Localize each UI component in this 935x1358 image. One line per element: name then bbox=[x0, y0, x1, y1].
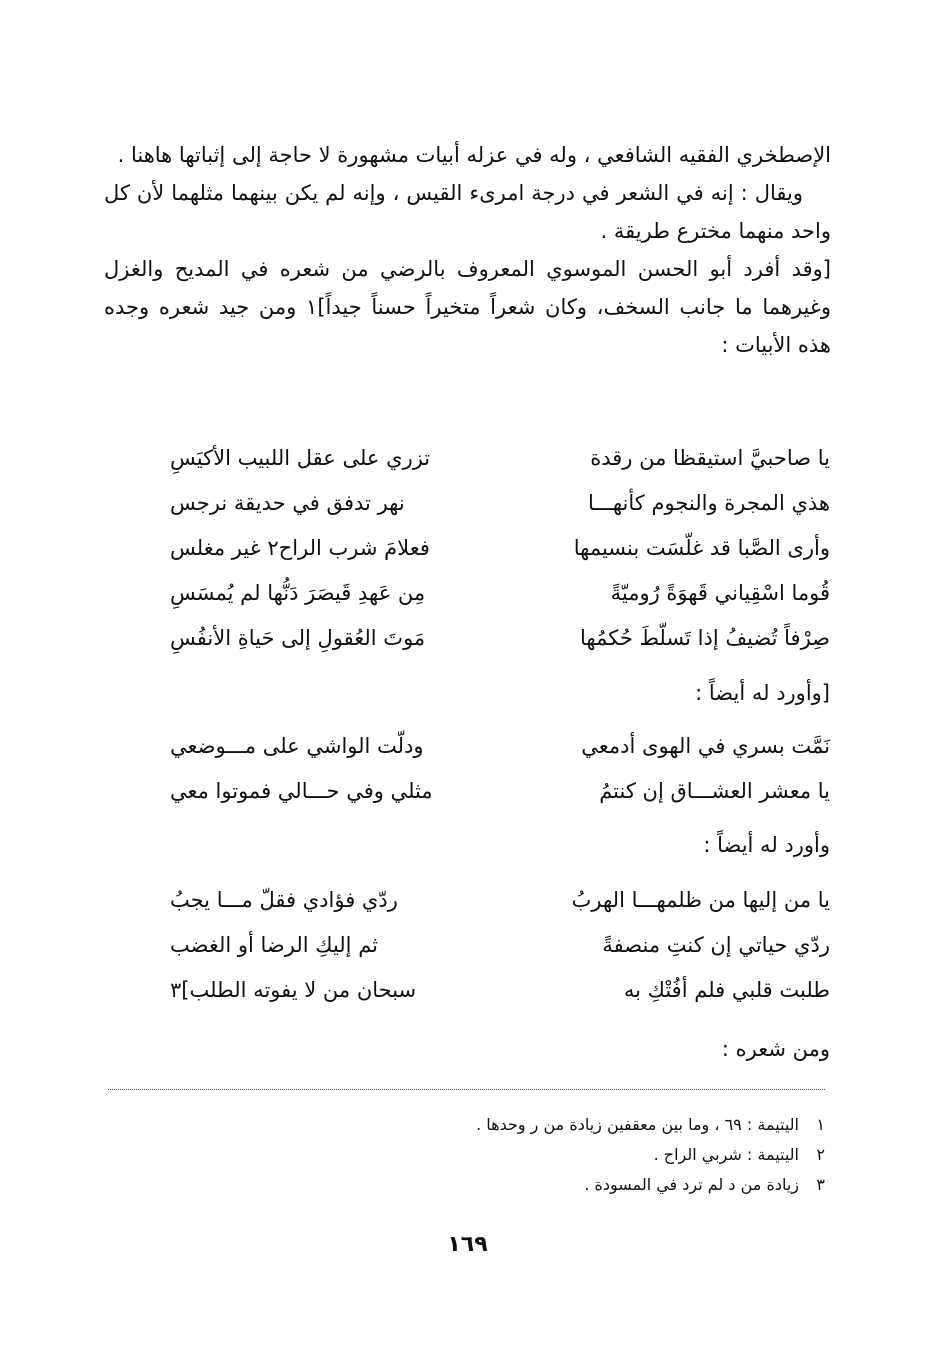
paragraph-3: [وقد أفرد أبو الحسن الموسوي المعروف بالرضي من شعره في المديح والغزل وغيرهما ما جانب السخف، وكان شعراً متخيراً حسناً جيداً]١ ومن جيد شعره وجده هذه الأبيات : bbox=[104, 257, 832, 357]
verse-second-hemistich: مثلي وفي حـــالي فموتوا معي bbox=[170, 779, 433, 803]
verse-first-hemistich: صِرْفاً تُضيفُ إذا تَسلّطَ حُكمُها bbox=[580, 626, 830, 650]
footnote-text: اليتيمة : شربي الراح . bbox=[653, 1145, 799, 1164]
verse-second-hemistich: تزري على عقل اللبيب الأكيَسِ bbox=[170, 446, 431, 470]
footnote-number: ٢ bbox=[816, 1145, 825, 1164]
verse-second-hemistich: فعلامَ شرب الراح٢ غير مغلس bbox=[170, 536, 430, 560]
verse-line bbox=[170, 724, 830, 769]
verse-second-hemistich: سبحان من لا يفوته الطلب]٣ bbox=[170, 978, 417, 1002]
verse-first-hemistich: يا معشر العشـــاق إن كنتمُ bbox=[599, 779, 830, 803]
verse-line bbox=[170, 616, 830, 661]
poem-intro: وأورد له أيضاً : bbox=[703, 833, 830, 857]
verse-line bbox=[170, 481, 830, 526]
poem-2 bbox=[170, 724, 830, 814]
footnote-number: ٣ bbox=[816, 1175, 825, 1194]
page-number: ١٦٩ bbox=[447, 1232, 488, 1257]
poem-intro: ومن شعره : bbox=[721, 1037, 830, 1061]
footnotes bbox=[108, 1110, 825, 1200]
verse-second-hemistich: مِن عَهدِ قَيصَرَ دَنُّها لم يُمسَسِ bbox=[170, 581, 426, 605]
verse-second-hemistich: مَوتَ العُقولِ إلى حَياةِ الأنفُسِ bbox=[170, 626, 426, 650]
footnote bbox=[108, 1140, 825, 1170]
poem-1 bbox=[170, 436, 830, 661]
footnote-text: زيادة من د لم ترد في المسودة . bbox=[584, 1175, 799, 1194]
verse-line bbox=[170, 968, 830, 1013]
verse-second-hemistich: نهر تدفق في حديقة نرجس bbox=[170, 491, 405, 515]
footnote bbox=[108, 1170, 825, 1200]
verse-line bbox=[170, 526, 830, 571]
paragraph-1: الإصطخري الفقيه الشافعي ، وله في عزله أبيات مشهورة لا حاجة إلى إثباتها هاهنا . bbox=[117, 143, 831, 167]
verse-first-hemistich: نَمَّت بسري في الهوى أدمعي bbox=[581, 734, 830, 758]
verse-line bbox=[170, 878, 830, 923]
verse-line bbox=[170, 769, 830, 814]
verse-second-hemistich: ثم إليكِ الرضا أو الغضب bbox=[170, 933, 379, 957]
footnote-number: ١ bbox=[816, 1115, 825, 1134]
footnote-text: اليتيمة : ٦٩ ، وما بين معقفين زيادة من ر وحدها . bbox=[476, 1115, 799, 1134]
verse-first-hemistich: وأرى الصَّبا قد غلّسَت بنسيمها bbox=[573, 536, 830, 560]
paragraph-2: ويقال : إنه في الشعر في درجة امرىء القيس ، وإنه لم يكن بينهما مثلهما لأن كل واحد منهما مخترع طريقة . bbox=[104, 181, 831, 243]
verse-first-hemistich: هذي المجرة والنجوم كأنهـــا bbox=[588, 491, 830, 515]
verse-first-hemistich: يا من إليها من ظلمهـــا الهربُ bbox=[571, 888, 830, 912]
prose-block bbox=[104, 136, 831, 364]
verse-second-hemistich: ودلّت الواشي على مـــوضعي bbox=[170, 734, 424, 758]
verse-first-hemistich: ردّي حياتي إن كنتِ منصفةً bbox=[602, 933, 830, 957]
footnote-divider bbox=[108, 1089, 825, 1090]
verse-first-hemistich: يا صاحبيَّ استيقظا من رقدة bbox=[590, 446, 830, 470]
verse-line bbox=[170, 436, 830, 481]
poem-3 bbox=[170, 878, 830, 1013]
verse-second-hemistich: ردّي فؤادي فقلّ مـــا يجبُ bbox=[170, 888, 398, 912]
verse-first-hemistich: قُوما اسْقِياني قَهوَةً رُوميّةً bbox=[610, 581, 830, 605]
footnote bbox=[108, 1110, 825, 1140]
verse-line bbox=[170, 923, 830, 968]
poem-intro: [وأورد له أيضاً : bbox=[695, 681, 830, 705]
verse-first-hemistich: طلبت قلبي فلم أفُتْكِ به bbox=[623, 978, 830, 1002]
verse-line bbox=[170, 571, 830, 616]
